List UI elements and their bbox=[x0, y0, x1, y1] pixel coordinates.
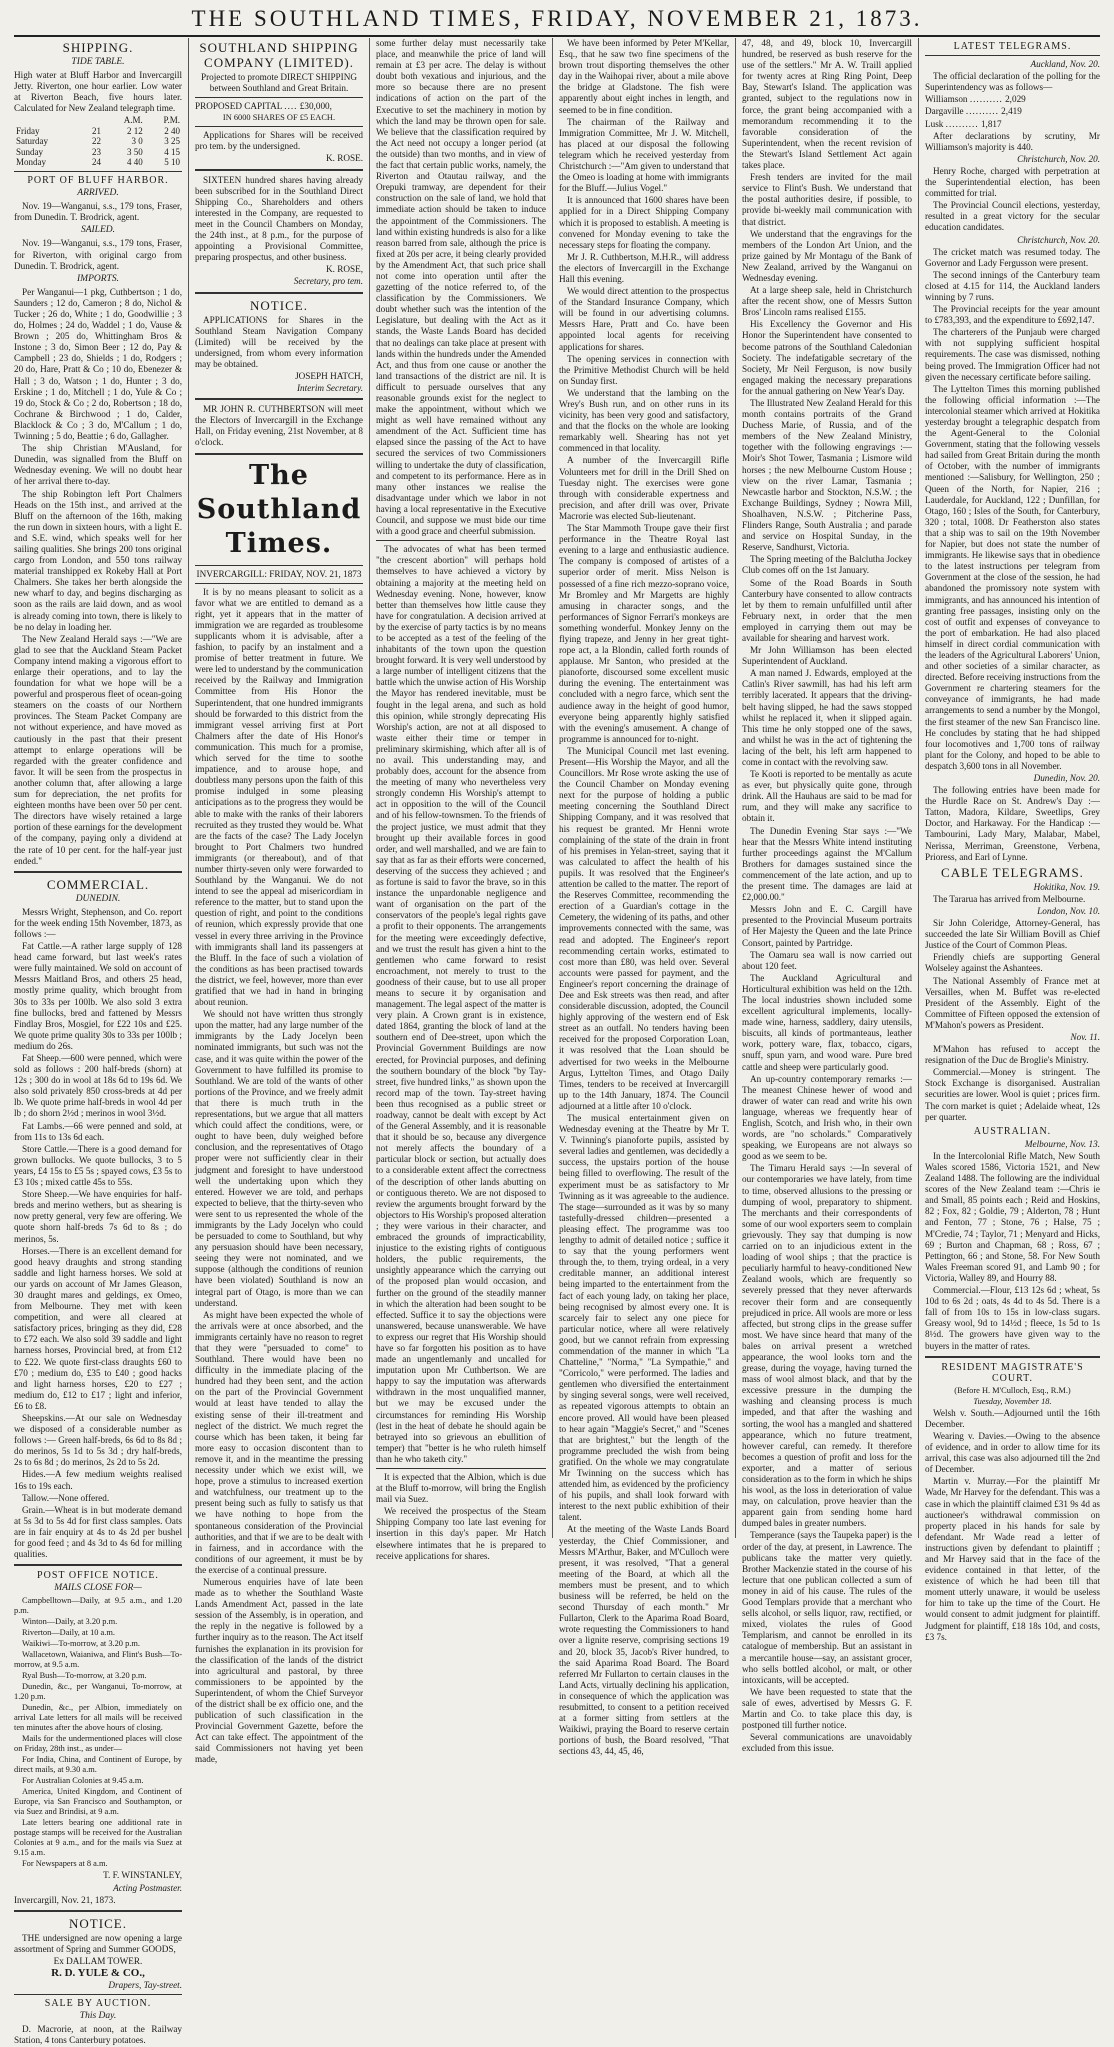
poll-votes: 2,029 bbox=[1005, 94, 1026, 105]
tide-day: Monday bbox=[16, 157, 46, 168]
tide-table bbox=[14, 115, 182, 168]
notice-text: THE undersigned are now opening a large assortment of Spring and Summer GOODS, bbox=[14, 1932, 182, 1954]
divider bbox=[195, 583, 363, 584]
divider bbox=[14, 171, 182, 172]
court-heading: RESIDENT MAGISTRATE'S COURT. bbox=[941, 1361, 1084, 1384]
dunedin-heading: DUNEDIN. bbox=[75, 893, 121, 904]
news-para: At a large sheep sale, held in Christchurch after the recent show, one of Messrs Sutton Bros' Lincoln rams realised £155. bbox=[742, 285, 912, 318]
article-para: The advocates of what has been termed "the crescent abortion" will perhaps hold themselves to have achieved a victory by obtaining a majority at the meeting held on Wednesday evening. None, however, know better than themselves how little cause they have for congratulation. A decision arrived at by the exercise of party tactics is by no means to be accepted as a test of the feeling of the inhabitants of the town upon the question brought forward. It is very well understood by a large number of intelligent citizens that the battle which the unwise action of His Worship the Mayor has rendered inevitable, must be fought in the legal arena, and such as hold this opinion, while strongly deprecating His Worship's action, are not at all disposed to waste either their time or temper in preliminary skirmishing, which after all is of no avail. This understanding may, and probably does, account for the absence from the meeting of many who nevertheless very strongly condemn His Worship's attempt to act in opposition to the will of the Council and of his fellow-townsmen. To the friends of the project justice, we must admit that they brought up their available forces in good order, and well marshalled, and we are fain to say that as far as their efforts were concerned, deserving of the success they achieved ; and as fortune is said to favor the brave, so in this instance the unpardonable negligence and want of organisation on the part of the conservators of the people's legal rights gave a profit to their opponents. The arrangements for the meeting were exceedingly defective, and we trust the result has given a hint to the gentlemen who came forward to resist encroachment, not merely to trust to the goodness of their cause, but to use all proper means to secure it by organisation and management. The legal aspect of the matter is very plain. A Crown grant is in existence, dated 1864, granting the block of land at the southern end of Dee-street, upon which the Provincial Government Buildings are now erected, for Provincial purposes, and defining the southern boundary of the block "by Tay-street, five hundred links," as shown upon the record map of the town. Tay-street having been thus recognised as a public street or roadway, cannot be dealt with except by Act of the General Assembly, and it is reasonable that it should be so, because any divergence not merely affects the boundary of a particular block or section, but actually does to a considerable extent affect the correctness of the description of other lands abutting on or contiguous thereto. We are not disposed to review the arguments brought forward by the objectors to His Worship's proposed alteration ; they were various in their character, and embraced the grounds of impracticability, injustice to the existing rights of contiguous holders, the public requirements, the unsightly appearance which the carrying out of the proposed plan would occasion, and further on the ground of the steadily manner in which the alteration had been sought to be effected. Suffice it to say the objections were unanswered, because unanswerable. We have to express our regret that His Worship should have so far forgotten his position as to have made an ungentlemanly and uncalled for imputation upon Mr Cuthbertson. We are happy to say the imputation was afterwards withdrawn in the most unqualified manner, but we may be excused under the circumstances for reminding His Worship (lest in the heat of debate he should again be betrayed into so grievous an ebullition of temper) that "better is he who ruleth himself than he who taketh city." bbox=[376, 544, 546, 1464]
dunedin-dateline: Dunedin, Nov. 20. bbox=[1033, 773, 1100, 783]
column-rule bbox=[552, 38, 553, 1538]
telegram-para: The following entries have been made for the Hurdle Race on St. Andrew's Day :—Tatton, Madora, Kildare, Sweetlips, Grey Doctor, and Harkaway. For the Handicap :—Tambourini, Lady Mary, Malabar, Mabel, Nerissa, Merriman, Greenstone, Verbena, Prioress, and Earl of Lynne. bbox=[925, 785, 1100, 862]
tide-date: 23 bbox=[91, 146, 101, 157]
telegram-para: The Provincial receipts for the year amount to £783,393, and the expenditure to £692,147. bbox=[925, 304, 1100, 326]
sale-text: D. Macrorie, at noon, at the Railway Station, 4 tons Canterbury potatoes. bbox=[14, 2024, 182, 2046]
commercial-para: Sheepskins.—At our sale on Wednesday we disposed of a considerable number as follows :— Green half-breds, 6s 6d to 8s 8d ; do merinos, 5s 1d to 5s 3d ; dry half-breds, 2s to 6s 8d ; do merinos, 2s 2d to 5s 2d. bbox=[14, 1413, 182, 1468]
news-para: His Excellency the Governor and His Honor the Superintendent have consented to become patrons of the Southland Caledonian Society. The indefatigable secretary of the Society, Mr Neil Ferguson, is now busily engaged making the necessary preparations for the annual gathering on New Year's Day. bbox=[742, 319, 912, 396]
masthead-rule bbox=[14, 35, 1100, 37]
tide-am: 3 0 bbox=[131, 136, 143, 147]
post-line: For Newspapers at 8 a.m. bbox=[22, 1859, 108, 1869]
tide-intro: High water at Bluff Harbor and Invercargill Jetty. Riverton, one hour earlier. Low water at Riverton Beach, five hours later. Calculated for New Zealand telegraph time. bbox=[14, 70, 182, 114]
tide-date: 21 bbox=[91, 125, 101, 136]
poll-name: Dargaville bbox=[925, 106, 964, 117]
column-6 bbox=[925, 38, 1100, 1642]
sale-day: This Day. bbox=[79, 2011, 117, 2022]
post-line: America, United Kingdom, and Continent of Europe, via San Francisco and Southampton, or via Suez and Brindisi, at 9 a.m. bbox=[14, 1787, 182, 1817]
court-day: Tuesday, November 18. bbox=[973, 1396, 1052, 1406]
capital-label: PROPOSED CAPITAL bbox=[195, 101, 282, 112]
post-line: Waikiwi—To-morrow, at 3.20 p.m. bbox=[22, 1639, 140, 1649]
news-para: We would direct attention to the prospectus of the Standard Insurance Company, which will be found in our advertising columns. Messrs Hare, Pratt and Co. have been appointed local agents for receiving applications for shares. bbox=[559, 286, 729, 352]
post-line: Mails for the undermentioned places will close on Friday, 28th inst., as under— bbox=[14, 1734, 182, 1754]
editorial-para: Numerous enquiries have of late been made as to whether the Southland Waste Lands Amendment Act, passed in the late session of the Assembly, is in operation, and the reply in the negative is followed by a further inquiry as to the reason. The Act itself furnishes the explanation in its provision for the classification of the lands of the district into agricultural and pastoral, by three commissioners to be appointed by the Superintendent, of whom the Chief Surveyor of the district shall be ex officio one, and the publication of such classification in the Provincial Government Gazette, before the Act can take effect. The appointment of the said Commissioners not having yet been made, bbox=[195, 1576, 363, 1765]
tide-day: Friday bbox=[16, 125, 40, 136]
article-para: We received the prospectus of the Steam Shipping Company too late last evening for insertion in this day's paper. Mr Hatch elsewhere intimates that he is prepared to receive applications for shares. bbox=[376, 1506, 546, 1561]
post-line: Winton—Daily, at 3.20 p.m. bbox=[22, 1617, 118, 1627]
tide-pm: 4 15 bbox=[164, 146, 180, 157]
news-para: A man named J. Edwards, employed at the Catlin's River sawmill, has had his left arm terribly lacerated. It appears that the driving-belt having slipped, he had the saws stopped whilst he replaced it, when it slipped again. This time he only stopped one of the saws, and whilst he was in the act of tightening the lacing of the belt, his left arm happened to come in contact with the revolving saw. bbox=[742, 668, 912, 767]
divider bbox=[195, 565, 363, 566]
editorial-para: As might have been expected the whole of the arrivals were at once absorbed, and the immigrants certainly have no reason to regret that they were "persuaded to come" to Southland. There would have been no difficulty in the immediate placing of the hundred had they been sent, and the action on the part of the Provincial Government would at least have tended to allay the existing sense of their ill-treatment and neglect of the district. We much regret the course which has been taken, it being far more easy to occasion discontent than to remove it, and in the meantime the pressing necessity under which we exist will, we hope, prove a stimulus to increased exertion and watchfulness, our treatment up to the present being such as fully to satisfy us that we have nothing to hope from the spontaneous consideration of the Provincial authorities, and that if we are to be dealt with in fairness, and in accordance with the conditions of our agreement, it must be by the exercise of a continual pressure. bbox=[195, 1309, 363, 1575]
editorial-para: We should not have written thus strongly upon the matter, had any large number of the immigrants by the Lady Jocelyn been nominated immigrants, but such was not the case, and it was quite within the power of the Government to have fulfilled its promise to Southland. We are told of the wants of other portions of the Province, and we freely admit that there is much truth in the representations, but we argue that all matters which could affect the conditions, were, or ought to have been, duly weighed before conclusion, and the representatives of Otago proper were not sufficiently clear in their judgment and foresight to have understood well the undertaking upon which they entered. However we are told, and perhaps expected to believe, that the thirty-seven who were sent to us represented the whole of the immigrants by the Lady Jocelyn who could be persuaded to come to Southland, but why any persuasion should have been necessary, seeing they were not nominated, and we suppose (although the conditions of reunion have been violated) Southland is now an integral part of Otago, is more than we can understand. bbox=[195, 1009, 363, 1308]
news-para: The Star Mammoth Troupe gave their first performance in the Theatre Royal last evening to a large and enthusiastic audience. The company is composed of artistes of a superior order of merit. Miss Nelson is possessed of a fine rich mezzo-soprano voice, Mr Bromley and Mr Margetts are highly amusing in character songs, and the performances of Signor Ferrari's monkeys are something wonderful. Monkey Jenny on the flying trapeze, and Jenny in her great tight-rope act, a la Blondin, called forth rounds of applause. Mr Santon, who presided at the pianoforte, discoursed some excellent music during the evening. The entertainment was concluded with a negro farce, which sent the audience away in the height of good humor, everyone being apparently highly satisfied with the evening's amusement. A change of programme is announced for to-night. bbox=[559, 523, 729, 744]
tide-row bbox=[14, 136, 182, 147]
notice-text: APPLICATIONS for Shares in the Southland Steam Navigation Company (Limited) will be received by the undersigned, from whom every information may be obtained. bbox=[195, 314, 363, 369]
commercial-para: Fat Cattle.—A rather large supply of 128 head came forward, but last week's rates were fully maintained. We sold on account of Messrs Maitland Bros, and others 25 head, mostly prime quality, which brought from 30s to 33s per 100lb. We also sold 3 extra fine bullocks, bred and fattened by Messrs Findlay Bros, Mosgiel, for £22 10s and £25. We quote prime quality 30s to 33s per 100lb ; medium do 26s. bbox=[14, 941, 182, 1051]
telegram-para: The Provincial Council elections, yesterday, resulted in a great victory for the secular education candidates. bbox=[925, 200, 1100, 233]
commercial-para: Grain.—Wheat is in but moderate demand at 5s 3d to 5s 4d for first class samples. Oats are in fair enquiry at 4s to 4s 2d per bushel for good feed ; and 4s 3d to 4s 6d for milling qualities. bbox=[14, 1504, 182, 1560]
arrived-heading: ARRIVED. bbox=[77, 188, 119, 199]
dateline: INVERCARGILL: FRIDAY, NOV. 21, 1873 bbox=[196, 568, 362, 579]
poll-votes: 2,419 bbox=[1001, 106, 1022, 117]
news-para: Fresh tenders are invited for the mail service to Flint's Bush. We understand that the postal authorities desire, if possible, to provide bi-weekly mail communication with that district. bbox=[742, 172, 912, 227]
sixteen-signature-title: Secretary, pro tem. bbox=[293, 276, 363, 287]
notice-heading: NOTICE. bbox=[69, 1915, 127, 1931]
divider bbox=[925, 55, 1100, 56]
court-para: Martin v. Murray.—For the plaintiff Mr Wade, Mr Harvey for the defendant. This was a case in which the plaintiff claimed £31 9s 4d as auctioneer's withdrawal commission on property placed in his hands for sale by defendant. Mr Wade read a letter of instructions given by defendant to plaintiff ; and Mr Harvey said that in the face of the evidence contained in that letter, of the existence of which he had been till that moment utterly unaware, it would be useless for him to take up the time of the Court. He would consent to admit judgment for plaintiff. Judgment for plaintiff, £18 18s 10d, and costs, £3 7s. bbox=[925, 1476, 1100, 1642]
sixteen-notice: SIXTEEN hundred shares having already been subscribed for in the Southland Direct Shipping Co., Shareholders and others interested in the Company, are requested to meet in the Council Chambers on Monday, the 24th inst., at 8 p.m., for the purpose of appointing a Provisional Committee, preparing prospectus, and other business. bbox=[195, 174, 363, 263]
divider bbox=[195, 126, 363, 127]
poll-dots: .......... bbox=[945, 118, 979, 129]
commercial-para: Tallow.—None offered. bbox=[22, 1492, 110, 1503]
telegram-para: Sir John Coleridge, Attorney-General, has succeeded the late Sir William Bovill as Chief Justice of the Court of Common Pleas. bbox=[925, 918, 1100, 951]
post-line: Dunedin, &c., per Wanganui, To-morrow, at 1.20 p.m. bbox=[14, 1682, 182, 1702]
post-line: Ryal Bush—To-morrow, at 3.20 p.m. bbox=[22, 1671, 147, 1681]
poll-after: After declarations by scrutiny, Mr Williamson's majority is 440. bbox=[925, 130, 1100, 152]
london-dateline: London, Nov. 10. bbox=[1037, 905, 1100, 916]
news-para: The Auckland Agricultural and Horticultural exhibition was held on the 12th. The local industries shown included some excellent agricultural implements, locally-made wine, harness, saddlery, dairy utensils, biscuits, all kinds of portmanteaus, leather work, pottery ware, flax, tobacco, cigars, snuff, spun yarn, and wood ware. Pure bred cattle and sheep were particularly good. bbox=[742, 972, 912, 1072]
news-para: The Oamaru sea wall is now carried out about 120 feet. bbox=[742, 949, 912, 971]
telegram-para: The National Assembly of France met at Versailles, when M. Buffet was re-elected President of the Assembly. Eight of the Committee of Fifteen opposed the extension of M'Mahon's powers as President. bbox=[925, 975, 1100, 1030]
notice-signature-title: Interim Secretary. bbox=[297, 383, 363, 394]
divider bbox=[14, 1994, 182, 1995]
post-line: For Australian Colonies at 9.45 a.m. bbox=[22, 1776, 144, 1786]
news-para: 47, 48, and 49, block 10, Invercargill hundred, be reserved as bush reserve for the use of the settlers." Mr A. W. Traill applied for twenty acres at Ring Ring Point, Deep Bay, Stewart's Island. The application was granted, subject to the regulations now in force, the grant being accompanied with a memorandum recommending it to the favorable consideration of the Superintendent, when the recent revision of the Stewart's Island Settlement Act again takes place. bbox=[742, 38, 912, 171]
news-para: At the meeting of the Waste Lands Board yesterday, the Chief Commissioner, and Messrs M'Arthur, Baker, and M'Culloch were present, it was resolved, "That a general meeting of the Board, at which all the members must be present, and to which business will be referred, be held on the second Thursday of each month." Mr Fullarton, Clerk to the Aparima Road Board, wrote requesting the Commissioners to hand over a lignite reserve, comprising sections 19 and 20, block 35, Jacob's River hundred, to the said Aparima Road Board. The Board referred Mr Fullarton to certain clauses in the Land Acts, virtually declining his application, in consequence of which the application was resubmitted, to consent to a petition received at a former sitting from settlers at the Waikiwi, praying the Board to reserve certain portions of bush, the Board resolved, "That sections 43, 44, 45, 46, bbox=[559, 1524, 729, 1757]
news-para: A number of the Invercargill Rifle Volunteers met for drill in the Drill Shed on Tuesday night. The exercises were gone through with considerable expertness and precision, and after drill was over, Private Macrorie was elected Sub-lieutenant. bbox=[559, 455, 729, 521]
poll-row bbox=[925, 119, 1100, 130]
news-para: The opening services in connection with the Primitive Methodist Church will be held on Sunday first. bbox=[559, 353, 729, 386]
poll-votes: 1,817 bbox=[980, 118, 1002, 129]
divider bbox=[195, 97, 363, 98]
cuthbertson-notice: MR JOHN R. CUTHBERTSON will meet the Electors of Invercargill in the Exchange Hall, on Friday evening, 21st November, at 8 o'clock. bbox=[195, 404, 363, 448]
melbourne-dateline: Melbourne, Nov. 13. bbox=[1024, 1138, 1100, 1149]
column-rule bbox=[188, 38, 189, 1538]
tide-header-cell bbox=[79, 115, 103, 126]
news-para: The chairman of the Railway and Immigration Committee, Mr J. W. Mitchell, has placed at our disposal the following telegram which he received yesterday from Christchurch :—"Am given to understand that the Omeo is loading at home with immigrants for the Bluff.—Julius Vogel." bbox=[559, 116, 729, 194]
column-4 bbox=[559, 38, 729, 1757]
article-para: It is expected that the Albion, which is due at the Bluff to-morrow, will bring the English mail via Suez. bbox=[376, 1472, 546, 1505]
telegram-para: The cricket match was resumed today. The Governor and Lady Fergusson were present. bbox=[925, 246, 1100, 268]
post-line: Campbelltown—Daily, at 9.5 a.m., and 1.20 p.m. bbox=[14, 1596, 182, 1616]
news-para: The Spring meeting of the Balclutha Jockey Club comes off on the 1st January. bbox=[742, 554, 912, 576]
post-line: For India, China, and Continent of Europe, by direct mails, at 9.30 a.m. bbox=[14, 1755, 182, 1775]
column-rule bbox=[735, 38, 736, 1538]
commercial-para: Store Sheep.—We have enquiries for half-breds and merino wethers, but as shearing is now pretty general, very few are offering. We quote shorn half-breds 7s 6d to 8s ; do merinos, 5s. bbox=[14, 1189, 182, 1244]
commercial-para: Horses.—There is an excellent demand for good heavy draughts and strong standing saddle and light harness horses. We sold at our yards on account of Mr James Gleason, 30 draught mares and geldings, ex Omeo, from Melbourne. They met with keen competition, and were all cleared at satisfactory prices, bringing as they did, £28 to £72 each. We also sold 39 saddle and light harness horses, Provincial bred, at from £12 to £22. We quote first-class draughts £60 to £70 ; medium do, £35 to £40 ; good hacks and light harness horses, £20 to £27 ; medium do, £12 to £17 ; light and inferior, £6 to £8. bbox=[14, 1245, 182, 1411]
divider bbox=[195, 169, 363, 171]
commercial-para: Store Cattle.—There is a good demand for grown bullocks. We quote bullocks, 3 to 5 years, £4 15s to £5 5s ; spayed cows, £3 5s to £3 10s ; mixed cattle 45s to 55s. bbox=[14, 1143, 182, 1188]
commercial-para: Fat Sheep.—600 were penned, which were sold as follows : 200 half-breds (shorn) at 12s ; 300 do in wool at 18s 6d to 19s 6d. We also sold privately 850 cross-breds at 4d per lb. We quote prime half-breds in wool 4d per lb ; do shorn 2½d ; merinos in wool 3½d. bbox=[14, 1053, 182, 1119]
poll-name: Williamson bbox=[925, 94, 968, 105]
tide-header-pm: P.M. bbox=[163, 115, 180, 126]
commercial-para: Messrs Wright, Stephenson, and Co. report for the week ending 15th November, 1873, as follows :— bbox=[14, 906, 182, 939]
capital-value: £30,000, bbox=[299, 101, 332, 112]
column-1 bbox=[14, 38, 182, 2046]
news-para: Some of the Road Boards in South Canterbury have consented to allow contracts let by them to remain unfulfilled until after February next, in order that the men employed in carrying them out may be available for shearing and harvest work. bbox=[742, 577, 912, 643]
capital-shares: IN 6000 SHARES OF £5 EACH. bbox=[222, 113, 336, 123]
sale-heading: SALE BY AUCTION. bbox=[44, 1998, 152, 2010]
tide-am: 3 50 bbox=[126, 146, 143, 157]
christchurch-dateline-2: Christchurch, Nov. 20. bbox=[1017, 234, 1100, 245]
nov11-dateline: Nov. 11. bbox=[1070, 1031, 1100, 1042]
column-3 bbox=[376, 38, 546, 1561]
news-para: We understand that the engravings for the members of the London Art Union, and the prize gained by Mr Montagu of the Bank of New Zealand, arrived by the Wanganui on Wednesday evening. bbox=[742, 228, 912, 283]
capital-dots: .... bbox=[284, 101, 298, 112]
news-para: The Illustrated New Zealand Herald for this month contains portraits of the Grand Duchess Marie, of Russia, and of the members of the New Zealand Ministry, together with the following engravings :—Moir's Shot Tower, Tasmania ; Lismore wild horses ; the new Melbourne Custom House ; view on the river Lamar, Tasmania ; Newcastle harbor and Stockton, N.S.W. ; the Exchange Buildings, Sydney ; Nowra Mill, Shoalhaven, N.S.W. ; Pitcherine Pass, Flinders Range, South Australia ; and parade and service on Hospital Sunday, in the Reserve, Sandhurst, Victoria. bbox=[742, 398, 912, 553]
notice-firm-address: Drapers, Tay-street. bbox=[108, 1980, 182, 1991]
divider bbox=[925, 1356, 1100, 1358]
tide-day: Sunday bbox=[16, 146, 43, 157]
court-para: Wearing v. Davies.—Owing to the absence of evidence, and in order to allow time for its arrival, this case was also adjourned till the 2nd of December. bbox=[925, 1430, 1100, 1475]
shipping-note: The New Zealand Herald says :—"We are glad to see that the Auckland Steam Packet Company intend making a vigorous effort to enlarge their operations, and to lay the foundation for what we hope will be a powerful and prosperous fleet of ocean-going steamers on the coasts of our Northern provinces. The Steam Packet Company are not without experience, and have moved as cautiously in the past that their present attempt to enlarge operations will be regarded with the greater confidence and favor. It will be seen from the prospectus in another column that, after allowing a large sum for depreciation, the net profits for eighteen months have been over 50 per cent. The directors have wisely retained a large portion of these earnings for the development of the company, paying only a dividend at the rate of 10 per cent. for the half-year just ended." bbox=[14, 633, 182, 866]
post-line: Late letters bearing one additional rate in postage stamps will be received for the Australian Colonies at 9 a.m., and for the mails via Suez at 9.15 a.m. bbox=[14, 1818, 182, 1858]
shipping-heading: SHIPPING. bbox=[62, 40, 134, 55]
telegram-para: The Tararua has arrived from Melbourne. bbox=[933, 893, 1086, 904]
poll-name: Lusk bbox=[925, 118, 944, 129]
latest-telegrams-heading: LATEST TELEGRAMS. bbox=[953, 41, 1072, 52]
news-para: Messrs John and E. C. Cargill have presented to the Provincial Museum portraits of Her Majesty the Queen and the late Prince Consort, painted by Partridge. bbox=[742, 904, 912, 948]
news-para: Several communications are unavoidably excluded from this issue. bbox=[742, 1732, 912, 1754]
news-para: Mr J. R. Cuthbertson, M.H.R., will address the electors of Invercargill in the Exchange Hall this evening. bbox=[559, 251, 729, 284]
port-heading: PORT OF BLUFF HARBOR. bbox=[27, 174, 169, 186]
post-line: Riverton—Daily, at 10 a.m. bbox=[22, 1628, 115, 1638]
tide-pm: 3 25 bbox=[164, 136, 180, 147]
divider bbox=[376, 1468, 546, 1469]
news-para: We have been requested to state that the sale of ewes, advertised by Messrs G. F. Martin and Co. to take place this day, is postponed till further notice. bbox=[742, 1686, 912, 1731]
capital-line bbox=[195, 101, 363, 112]
divider bbox=[14, 871, 182, 873]
news-para: Temperance (says the Taupeka paper) is the order of the day, at present, in Lawrence. The publicans take the matter very quietly. Brother Mackenzie stated in the course of his lecture that one publican collected a sum of money in aid of his cause. The rules of the Good Templars provide that a merchant who sells alcohol, or sells liquor, raw, rectified, or mixed, violates the rules of Good Templarism, and cannot be enrolled in its catalogue of membership. But an assistant in a mercantile house—say, an assistant grocer, who sells bottled alcohol, or malt, or other intoxicants, will be accepted. bbox=[742, 1530, 912, 1685]
divider bbox=[195, 453, 363, 455]
poll-row bbox=[925, 106, 1100, 117]
telegram-para: M'Mahon has refused to accept the resignation of the Duc de Broglie's Ministry. bbox=[925, 1044, 1100, 1066]
post-sub: MAILS CLOSE FOR— bbox=[54, 1583, 142, 1594]
post-line: Wallacetown, Waianiwa, and Flint's Bush—To-morrow, at 9.5 a.m. bbox=[14, 1650, 182, 1670]
poll-dots: .......... bbox=[965, 106, 999, 117]
telegram-para: Henry Roche, charged with perpetration at the Superintendential election, has been committed for trial. bbox=[925, 165, 1100, 199]
tide-date: 24 bbox=[91, 157, 101, 168]
company-heading: SOUTHLAND SHIPPING COMPANY (LIMITED). bbox=[199, 40, 359, 70]
news-para: Te Kooti is reported to be mentally as acute as ever, but physically quite gone, through drink. All the Hauhaus are said to be mad for rum, and they will make any sacrifice to obtain it. bbox=[742, 769, 912, 824]
tide-table-heading: TIDE TABLE. bbox=[71, 57, 125, 67]
tide-am: 2 12 bbox=[126, 125, 143, 136]
court-para: Welsh v. South.—Adjourned until the 16th December. bbox=[925, 1407, 1100, 1429]
notice-firm: R. D. YULE & CO., bbox=[51, 1966, 145, 1979]
poll-row bbox=[925, 94, 1100, 105]
telegram-para: Commercial.—Money is stringent. The Stock Exchange is disorganised. Australian securities are lower. Wool is quiet ; prices firm. The corn market is quiet ; Adelaide wheat, 12s per quarter. bbox=[925, 1067, 1100, 1122]
divider bbox=[14, 1910, 182, 1912]
company-signature: K. ROSE. bbox=[325, 153, 363, 164]
telegram-para: Friendly chiefs are supporting General Wolseley against the Ashantees. bbox=[925, 952, 1100, 974]
sixteen-signature: K. ROSE, bbox=[325, 264, 363, 275]
column-2 bbox=[195, 38, 363, 1765]
tide-am: 4 40 bbox=[126, 157, 143, 168]
tide-day: Saturday bbox=[16, 136, 48, 147]
telegram-para: Commercial.—Flour, £13 12s 6d ; wheat, 5s 10d to 6s 2d ; oats, 4s 4d to 4s 5d. There is a fall of from 10s to 15s in low-class sugars. Greasy wool, 9d to 14½d ; fleece, 1s 5d to 1s 8½d. The growers have given way to the buyers in the matter of rates. bbox=[925, 1285, 1100, 1351]
tide-date: 22 bbox=[91, 136, 101, 147]
sailed-heading: SAILED. bbox=[80, 225, 116, 236]
paper-title: The Southland Times. bbox=[196, 459, 362, 559]
telegram-para: The Lyttelton Times this morning published the following official information :—The intercolonial steamer which arrived at Hokitika yesterday brought a telegraphic despatch from the Agent-General to the Colonial Government, stating that the following vessels had sailed from Great Britain during the month of October, with the number of immigrants mentioned :—Salisbury, for Wellington, 250 ; Queen of the North, for Napier, 216 ; Lauderdale, for Auckland, 122 ; Dunfillan, for Otago, 160 ; Isles of the South, for Canterbury, 320 ; total, 1008. Dr Featherston also states that a ship was to sail on the 19th November for Napier, but does not state the number of immigrants. He likewise says that in obedience to the latest instructions per telegram from Government at the close of the session, he had abandoned the promissory note system with immigrants, and has announced his intention of granting free passages, insisting only on the cost of outfit and expenses of conveyance to the port of embarkation. He had also placed himself in direct cordial communication with the leaders of the Agricultural Laborers' Union, and other societies of a similar character, as directed. Before receiving instructions from the Government re chartering steamers for the conveyance of immigrants, he had made arrangements to send a number by the Mongol, the first steamer of the new San Francisco line. He concludes by stating that he had shipped four locomotives and 1,700 tons of railway plant for the Colony, and hoped to be able to despatch 3,600 tons in all November. bbox=[925, 383, 1100, 771]
news-para: We understand that the lambing on the Wrey's Bush run, and on other runs in its vicinity, has been very good and satisfactory, and that the flocks on the whole are looking remarkably well. Shearing has not yet commenced in that locality. bbox=[559, 387, 729, 454]
news-para: An up-country contemporary remarks :— The meanest Chinese hewer of wood and drawer of water can read and write his own language, whereas we frequently hear of English, Scotch, and Irish who, in their own words, are "no scholards." Comparatively speaking, we Europeans are not always so good as we seem to be. bbox=[742, 1073, 912, 1162]
telegram-para: The charterers of the Punjaub were charged with not supplying sufficient hospital requirements. The case was dismissed, nothing being proved. The Immigration Officer had not given the necessary certificate before sailing. bbox=[925, 327, 1100, 382]
commercial-para: Hides.—A few medium weights realised 16s to 19s each. bbox=[14, 1469, 182, 1491]
tide-row bbox=[14, 157, 182, 168]
tide-header-cell bbox=[14, 115, 79, 126]
news-para: The Municipal Council met last evening. Present—His Worship the Mayor, and all the Councillors. Mr Rose wrote asking the use of the Council Chamber on Monday evening next for the purpose of holding a public meeting concerning the Southland Direct Shipping Company, and it was resolved that his request be granted. Mr Henni wrote complaining of the state of the drain in front of his premises in Yelan-street, saying that it was calculated to affect the health of his pupils. It was resolved that the Engineer's attention be called to the matter. The report of the Reserves Committee, recommending the erection of a Guardian's cottage in the Cemetery, the widening of its paths, and other improvements connected with the same, was read and adopted. The Engineer's report recommending certain works, estimated to cost more than £80, was held over. Several accounts were passed for payment, and the Engineer's report concerning the drainage of Dee and Esk streets was then read, and after considerable discussion, adopted, the Council highly approving of the western end of Esk street as an outfall. No tenders having been received for the proposed Corporation Loan, it was resolved that the Loan should be advertised for two weeks in the Melbourne Argus, Lyttelton Times, and Otago Daily Times, tenders to be received at Invercargill up to the 14th January, 1874. The Council adjourned at a little after 10 o'clock. bbox=[559, 745, 729, 1111]
imports-heading: IMPORTS. bbox=[77, 273, 119, 284]
column-5 bbox=[742, 38, 912, 1754]
news-para: The musical entertainment given on Wednesday evening at the Theatre by Mr T. V. Twinning's pianoforte pupils, assisted by several ladies and gentlemen, was decidedly a success, the upstairs portion of the house being filled to overflowing. The result of the experiment must be as satisfactory to Mr Twinning as it was agreeable to the audience. The stage—surrounded as it was by so many tastefully-dressed children—presented a pleasing effect. The programme was too lengthy to admit of detailed notice ; suffice it to say that the young performers went through the, to them, trying ordeal, in a very creditable manner, an additional interest being imparted to the entertainment from the fact of each young lady, on taking her place, being recognised by almost every one. It is scarcely fair to select any one piece for particular notice, where all were relatively good, but we cannot refrain from expressing commendation of the manner in which "La Chatteline," "Norma," "La Sympathie," and "Corricolo," were performed. The ladies and gentlemen who diversified the entertainment by singing several songs, were well received, as repeated vigorous attempts to obtain an encore proved. All would have been pleased to hear again "Maggie's Secret," and "Scenes that are brightest," but the length of the programme precluded the wish from being gratified. On the whole we may congratulate Mr Twinning on the success which has attended him, as evidenced by the proficiency of his pupils, and shall look forward with interest to the next public exhibition of their talent. bbox=[559, 1113, 729, 1523]
telegram-para: In the Intercolonial Rifle Match, New South Wales scored 1586, Victoria 1521, and New Zealand 1488. The following are the individual scores of the New Zealand team :—Chris ie and Small, 85 points each ; Reid and Hoskins, 82 ; Fox, 82 ; Goldie, 79 ; Alderton, 78 ; Hunt and Fenton, 77 ; Stone, 76 ; Halse, 75 ; M'Credie, 74 ; Taylor, 71 ; Menyard and Hicks, 69 ; Burton and Chapman, 68 ; Ross, 67 ; Pettington, 66 ; and Stone, 58. For New South Wales Freeman scored 91, and Lamb 90 ; for Victoria, Walley 89, and Hourry 88. bbox=[925, 1150, 1100, 1283]
poll-dots: .......... bbox=[969, 94, 1003, 105]
arrived-text: Nov. 19—Wanganui, s.s., 179 tons, Fraser, from Dunedin. T. Brodrick, agent. bbox=[14, 201, 182, 223]
commercial-para: Fat Lambs.—66 were penned and sold, at from 11s to 13s 6d each. bbox=[14, 1120, 182, 1142]
masthead: THE SOUTHLAND TIMES, FRIDAY, NOVEMBER 21, 1873. bbox=[191, 6, 923, 31]
tide-row bbox=[14, 147, 182, 158]
news-para: We have been informed by Peter M'Kellar, Esq., that he saw two fine specimens of the brown trout disporting themselves the other day in the Waihopai river, about a mile above the bridge at Gladstone. The fish were apparently about eight inches in length, and seemed to be in fine condition. bbox=[559, 38, 729, 115]
news-para: The Dunedin Evening Star says :—"We hear that the Messrs White intend instituting further proceedings against the M'Callum Brothers for damages sustained since the commencement of the late action, and up to the present time. The damages are laid at £2,000.00." bbox=[742, 825, 912, 903]
australian-heading: AUSTRALIAN. bbox=[973, 1125, 1052, 1137]
telegram-para: The second innings of the Canterbury team closed at 4.15 for 114, the Auckland landers winning by 7 runs. bbox=[925, 269, 1100, 302]
news-para: It is announced that 1600 shares have been applied for in a Direct Shipping Company which it is proposed to establish. A meeting is convened for Monday evening to take the necessary steps for floating the company. bbox=[559, 195, 729, 250]
hokitika-dateline: Hokitika, Nov. 19. bbox=[1033, 881, 1100, 892]
notice-heading: NOTICE. bbox=[250, 297, 308, 313]
shipping-note: The ship Robington left Port Chalmers Heads on the 15th inst., and arrived at the Bluff on the afternoon of the 16th, making the run down in sixteen hours, with a light E. and S.E. wind, which speaks well for her sailing qualities. She brings 200 tons original cargo from London, and 550 tons railway material transhipped ex Rokeby Hall at Port Chalmers. She takes her berth alongside the new wharf to day, and begins discharging as soon as the rails are laid down, and as wool is already coming into town, there is likely to be no delay in loading her. bbox=[14, 488, 182, 632]
column-rule bbox=[369, 38, 370, 1538]
post-date: Invercargill, Nov. 21, 1873. bbox=[14, 1894, 116, 1905]
cable-telegrams-heading: CABLE TELEGRAMS. bbox=[941, 864, 1084, 880]
tide-header-am: A.M. bbox=[123, 115, 143, 126]
column-rule bbox=[918, 38, 919, 1538]
notice-ship: Ex DALLAM TOWER. bbox=[53, 1955, 143, 1966]
court-before: (Before H. M'Culloch, Esq., R.M.) bbox=[954, 1385, 1071, 1395]
tide-row bbox=[14, 126, 182, 137]
editorial-para: It is by no means pleasant to solicit as a favor what we are entitled to demand as a right, yet it appears that in the matter of immigration we are regarded as troublesome supplicants whom it is advisable, after a fashion, to pacify by an instalment and a promise of better treatment in future. We were led to understand by the communication received by the Railway and Immigration Committee from His Honor the Superintendent, that one hundred immigrants should be forwarded to this district from the immigrant vessel arriving first at Port Chalmers after the date of His Honor's communication. This much for a promise, which served for the time to soothe impatience, and to arouse hope, and doubtless many persons upon the faith of this promise indulged in some pleasing anticipations as to the progress they would be able to make with the ranks of their laborers recruited as they trusted they would be. What are the facts of the case? The Lady Jocelyn brought to Port Chalmers two hundred immigrants (or thereabout), and of that number thirty-seven only were forwarded to Southland by the Wanganui. We do not intend to see the appeal ad misericordiam in reference to the matter, but to stand upon the question of right, and point to the conditions of reunion, which expressly provide that one vessel in every three arriving in the Province with immigrants shall land its passengers at the Bluff. In the face of such a violation of the conditions as has been practised towards the district, we feel, however, more than ever gratified that we had in hand in bringing about reunion. bbox=[195, 586, 363, 1008]
post-line: Dunedin, &c., per Albion, immediately on arrival Late letters for all mails will be received ten minutes after the above hours of closing. bbox=[14, 1703, 182, 1733]
christchurch-dateline: Christchurch, Nov. 20. bbox=[1017, 153, 1100, 164]
divider bbox=[195, 398, 363, 400]
commercial-heading: COMMERCIAL. bbox=[46, 876, 150, 892]
auckland-dateline: Auckland, Nov. 20. bbox=[1030, 59, 1100, 70]
post-signature: T. F. WINSTANLEY, bbox=[103, 1870, 182, 1881]
imports-text: Per Wanganui—1 pkg, Cuthbertson ; 1 do, Saunders ; 12 do, Cameron ; 8 do, Nichol & Tucker ; 26 do, White ; 1 do, Goodwillie ; 3 do, Holmes ; 24 do, Waddel ; 1 do, Vause & Brown ; 205 do, Whittingham Bros & Instone ; 3 do, Simon Beer ; 12 do, Pay & Campbell ; 23 do, Shields ; 1 do, Rodgers ; 20 do, Hare, Pratt & Co ; 10 do, Ebenezer & Hall ; 3 do, Watson ; 1 do, Hunter ; 3 do, Erskine ; 1 do, Mitchell ; 1 do, Yule & Co ; 19 do, Stock & Co ; 2 do, Robertson ; 18 do, Cochrane & Birchwood ; 1 do, Calder, Blacklock & Co ; 3 do, M'Callum ; 1 do, Twinning ; 5 do, Beattie ; 6 do, Gallagher. bbox=[14, 286, 182, 442]
tide-pm: 5 10 bbox=[164, 157, 180, 168]
notice-signature: JOSEPH HATCH, bbox=[295, 370, 363, 381]
news-para: The Timaru Herald says :—In several of our contemporaries we have lately, from time to time, observed allusions to the pressing or dumping of wool, preparatory to shipment. The merchants and their correspondents of some of our wool exporters seem to complain grievously. They say that dumping is now carried on to an injudicious extent in the loading of wool ships ; that the practice is peculiarly harmful to heavy-conditioned New Zealand wools, which are frequently so severely pressed that they never afterwards recover their form and are consequently prejudiced in price. All wools are more or less affected, but strong clips in the grease suffer most. We have since heard that many of the bales on arrival present a wretched appearance, the wool looks torn and the grease, during the voyage, having turned the mass of wool almost black, and that by the excessive pressure in the dumping the washing and cleansing process is much impeded, and that after the washing and sorting, the wool has a mangled and shattered appearance, which no future treatment, however careful, can remedy. It therefore becomes a question of profit and loss for the exporter, and a matter of serious consideration as to the form in which he ships his wool, as the loss in deterioration of value may, on calculation, prove heavier than the apparent gain from sending home hard dumped bales in greater numbers. bbox=[742, 1163, 912, 1529]
company-sub: Projected to promote DIRECT SHIPPING between Southland and Great Britain. bbox=[200, 72, 357, 94]
divider bbox=[14, 1564, 182, 1566]
sailed-text: Nov. 19—Wanganui, s.s., 179 tons, Fraser, for Riverton, with original cargo from Dunedin. T. Brodrick, agent. bbox=[14, 238, 182, 271]
divider bbox=[376, 540, 546, 541]
tide-pm: 2 40 bbox=[164, 125, 180, 136]
post-signature-title: Acting Postmaster. bbox=[113, 1882, 182, 1893]
auckland-intro: The official declaration of the polling for the Superintendency was as follows— bbox=[925, 71, 1100, 93]
tide-header-row bbox=[14, 115, 182, 126]
divider bbox=[195, 292, 363, 294]
shipping-note: The ship Christian M'Ausland, for Dunedin, was signalled from the Bluff on Wednesday evening. We will no doubt hear of her arrival there to-day. bbox=[14, 443, 182, 487]
news-para: Mr John Williamson has been elected Superintendent of Auckland. bbox=[742, 645, 912, 667]
applications-text: Applications for Shares will be received pro tem. by the undersigned. bbox=[195, 130, 363, 152]
post-office-heading: POST OFFICE NOTICE. bbox=[37, 1570, 159, 1582]
article-para: some further delay must necessarily take place, and meanwhile the price of land will remain at £3 per acre. The delay is without doubt both vexatious and injurious, and the more so because there are no present indications of action on the part of the Executive to set the machinery in motion by which the land may be thrown open for sale. We believe that the classification required by the Act need not occupy a longer period (at the outside) than two months, and in view of the fact that certain public works, namely, the Riverton and Otautau railway, and the Orepuki tramway, are dependent for their construction on the sale of land, we hold that immediate action should be taken to induce the appointment of the Commissioners. The land within existing hundreds is also for a like reason barred from sale, although the price is fixed at 20s per acre, it being clearly provided by the Amendment Act, that such price shall not come into operation until after the gazetting of the notice referred to, of the classification by the Commissioners. We doubt whether such was the intention of the Legislature, but dealing with the Act as it stands, the Waste Lands Board has decided that no dealings can take place at present with lands within the hundreds under the Amended Act, and thus from one cause or another the land transactions of the district are nil. It is difficult to persuade ourselves that any reasonable grounds exist for the neglect to make the appointment, without which we might as well have remained without any amendment of the Act. Sufficient time has elapsed since the passing of the Act to have secured the services of two Commissioners willing to undertake the duty of classification, and competent to its performance. Here as in many other instances we realise the disadvantage under which we labor in not having a local representative in the Executive Council, and suppose we must bide our time with a good grace and cheerful submission. bbox=[376, 38, 546, 537]
